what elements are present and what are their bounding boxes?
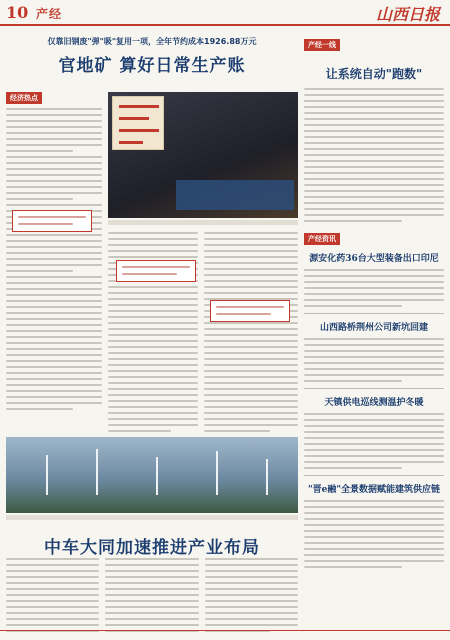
paper-logo: 山西日报 [375, 5, 440, 24]
brief-1-body [304, 88, 444, 222]
section-tag-economy: 经济热点 [6, 92, 42, 104]
feature-photo-caption [6, 515, 298, 520]
divider [304, 388, 444, 389]
right-column [304, 32, 444, 572]
lead-photo-caption [108, 220, 298, 225]
lead-story [6, 32, 298, 432]
section-name: 产经 [36, 7, 63, 21]
lead-kicker: 仅靠旧钢废"弹"吸"复用一项，全年节约成本1926.88万元 [47, 37, 257, 46]
brief-5-body [304, 500, 444, 568]
brief-3-headline: 山西路桥荆州公司新坑回建 [319, 323, 428, 333]
section-tag-news: 产经资讯 [304, 233, 340, 245]
brief-1-kicker [304, 53, 444, 59]
lead-body-text-3 [204, 232, 298, 436]
masthead [0, 0, 450, 26]
control-room-screens [176, 180, 294, 210]
lead-byline [6, 79, 298, 85]
brief-5-headline: "晋e融"全景数据赋能建筑供应链 [307, 485, 441, 495]
pull-quote-2 [116, 260, 196, 282]
feature-title: 中车大同加速推进产业布局 [44, 538, 260, 558]
feature-photo [6, 437, 298, 513]
divider [304, 313, 444, 314]
brief-3-body [304, 338, 444, 382]
feature-body-text [6, 558, 298, 636]
divider [304, 475, 444, 476]
pull-quote-1 [12, 210, 92, 232]
page-footer [0, 630, 450, 640]
brief-4-headline: 天镇供电巡线测温护冬暖 [324, 398, 424, 408]
lead-photo [108, 92, 298, 218]
brief-2-body [304, 269, 444, 307]
page-number: 10 [6, 3, 29, 22]
infographic-inset [112, 96, 164, 150]
brief-4-body [304, 413, 444, 469]
brief-1-headline: 让系统自动"跑数" [325, 67, 423, 81]
section-tag-frontline: 产经一线 [304, 39, 340, 51]
brief-2-headline: 源安化药36台大型装备出口印尼 [309, 254, 439, 264]
pull-quote-3 [210, 300, 290, 322]
lead-title: 官地矿 算好日常生产账 [58, 56, 246, 76]
lead-body-text [6, 108, 102, 414]
